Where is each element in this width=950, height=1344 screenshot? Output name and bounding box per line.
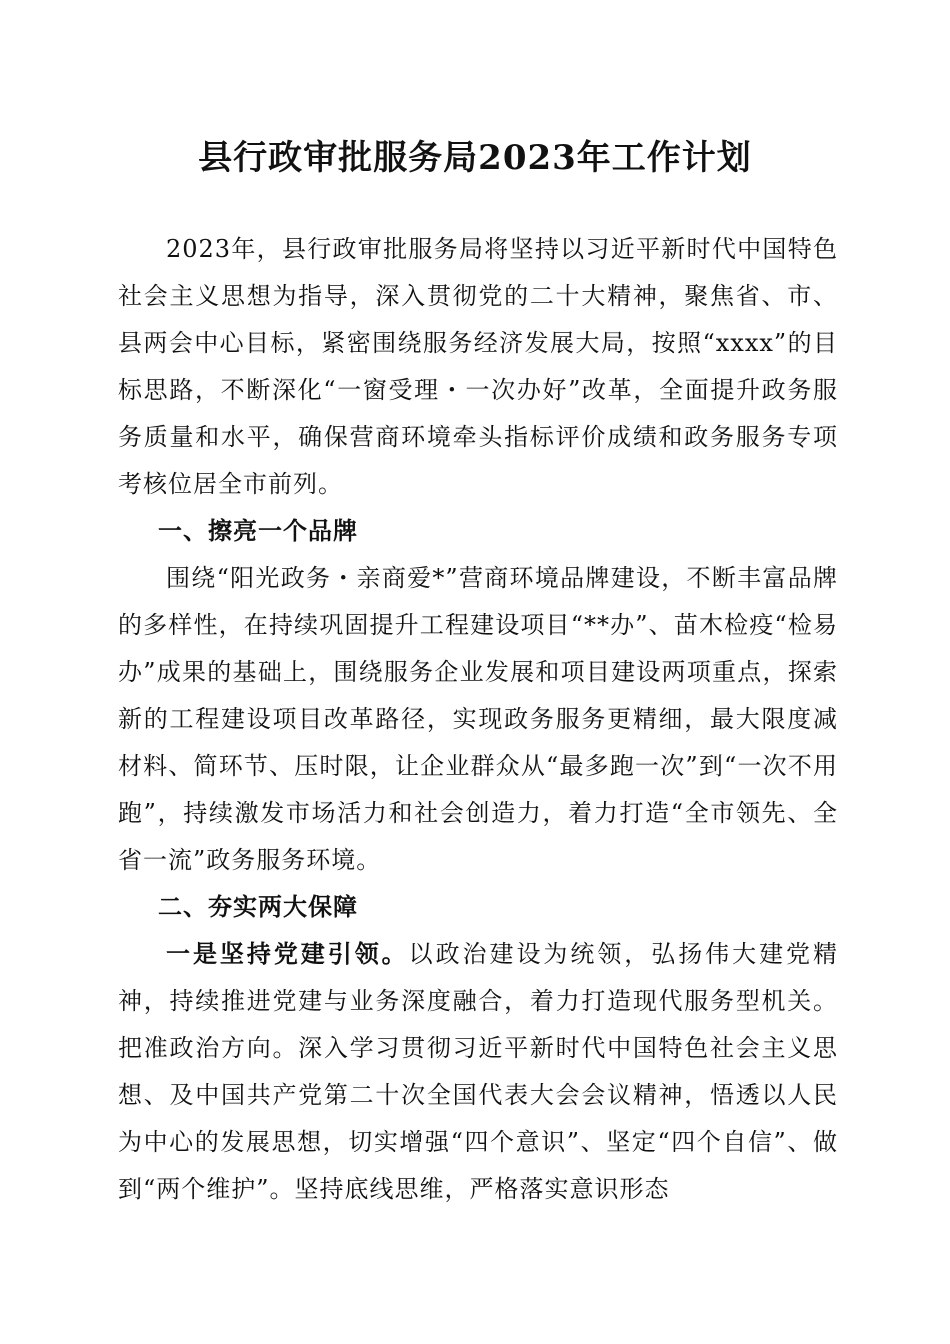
document-body <box>118 226 838 1213</box>
section-2-heading: 二、夯实两大保障 <box>158 893 358 921</box>
section-1-paragraph: 围绕“阳光政务・亲商爱*”营商环境品牌建设，不断丰富品牌的多样性，在持续巩固提升工程建设项目“**办”、苗木检疫“检易办”成果的基础上，围绕服务企业发展和项目建设两项重点，探索新的工程建设项目改革路径，实现政务服务更精细，最大限度减材料、简环节、压时限，让企业群众从“最多跑一次”到“一次不用跑”，持续激发市场活力和社会创造力，着力打造“全市领先、全省一流”政务服务环境。 <box>118 564 838 874</box>
section-2-lead: 一是坚持党建引领。 <box>166 940 409 968</box>
section-2-paragraph <box>118 931 838 1213</box>
document-title: 县行政审批服务局2023年工作计划 <box>198 138 752 178</box>
section-1-heading: 一、擦亮一个品牌 <box>158 517 358 545</box>
intro-paragraph: 2023年，县行政审批服务局将坚持以习近平新时代中国特色社会主义思想为指导，深入贯彻党的二十大精神，聚焦省、市、县两会中心目标，紧密围绕服务经济发展大局，按照“xxxx”的目标思路，不断深化“一窗受理・一次办好”改革，全面提升政务服务质量和水平，确保营商环境牵头指标评价成绩和政务服务专项考核位居全市前列。 <box>118 235 838 498</box>
section-2-text: 以政治建设为统领，弘扬伟大建党精神，持续推进党建与业务深度融合，着力打造现代服务型机关。把准政治方向。深入学习贯彻习近平新时代中国特色社会主义思想、及中国共产党第二十次全国代表大会会议精神，悟透以人民为中心的发展思想，切实增强“四个意识”、坚定“四个自信”、做到“两个维护”。坚持底线思维，严格落实意识形态 <box>118 940 838 1203</box>
